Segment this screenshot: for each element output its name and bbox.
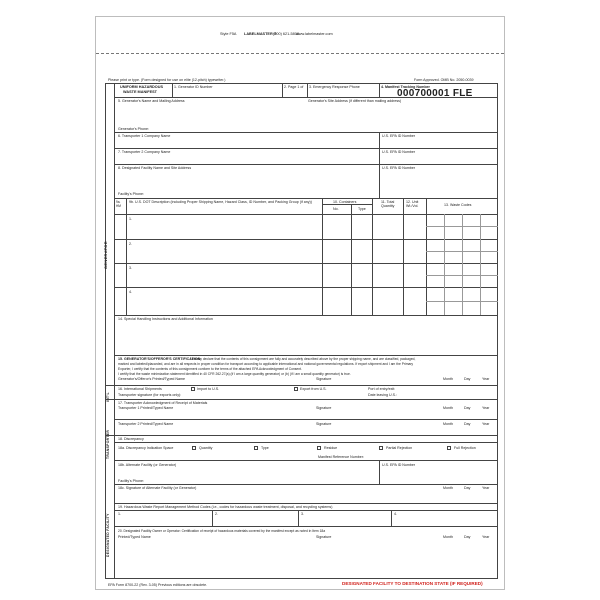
field-5-label: 5. Generator's Name and Mailing Address	[118, 99, 185, 103]
field-17-label: 17. Transporter Acknowledgment of Receipt of Materials	[118, 401, 208, 405]
generator-printed-name-label: Generator's/Offeror's Printed/Typed Name	[118, 377, 186, 381]
facility-phone-label: Facility's Phone:	[118, 192, 145, 196]
field-13-label: 13. Waste Codes	[444, 203, 472, 207]
side-label-intl: INT'L	[106, 392, 110, 402]
field-18b-epa-label: U.S. EPA ID Number	[382, 463, 416, 467]
generator-month-label: Month	[443, 377, 453, 381]
quantity-checkbox[interactable]	[192, 446, 196, 450]
facility-day-label: Day	[464, 535, 471, 539]
instructions-text: Please print or type. (Form designed for use on elite (12-pitch) typewriter.)	[108, 78, 226, 82]
field-19-label: 19. Hazardous Waste Report Management Method Codes (i.e., codes for hazardous waste treatment, disposal, and recycling systems)	[118, 505, 333, 509]
field-3-label: 3. Emergency Response Phone	[309, 85, 360, 89]
brand-logo: LABELMASTER ®	[244, 32, 277, 36]
transporter1-day-label: Day	[464, 406, 471, 410]
field-7-label: 7. Transporter 2 Company Name	[118, 150, 171, 154]
field-7-epa-label: U.S. EPA ID Number	[382, 150, 416, 154]
generator-phone-label: Generator's Phone:	[118, 127, 150, 131]
transporter-sig-label: Transporter signature (for exports only):	[118, 393, 182, 397]
field-4-label: 4. Manifest Tracking Number	[381, 85, 430, 89]
form-title-line2: WASTE MANIFEST	[123, 90, 157, 94]
field-18-label: 18. Discrepancy	[118, 437, 144, 441]
export-label: Export from U.S.	[300, 387, 327, 391]
generator-year-label: Year	[482, 377, 490, 381]
method-code-1-label: 1.	[118, 512, 121, 516]
field-15-line3: Exporter, I certify that the contents of this consignment conform to the terms of the attached EPA Acknowledgment of Consent.	[118, 367, 302, 371]
date-leaving-label: Date leaving U.S.:	[368, 393, 397, 397]
field-18c-label: 18c. Signature of Alternate Facility (or Generator)	[118, 486, 197, 490]
field-20-label: 20. Designated Facility Owner or Operator: Certification of receipt of hazardous materials covered by the manifest except as noted in Item 18a	[118, 529, 326, 533]
full-rejection-checkbox[interactable]	[447, 446, 451, 450]
form-number-footer: EPA Form 8700-22 (Rev. 3-05) Previous editions are obsolete.	[108, 583, 208, 587]
facility-year-label: Year	[482, 535, 490, 539]
transporter1-year-label: Year	[482, 406, 490, 410]
alt-facility-month-label: Month	[443, 486, 453, 490]
field-14-label: 14. Special Handling Instructions and Additional Information	[118, 317, 213, 321]
perforation-line	[96, 53, 504, 54]
field-8-label: 8. Designated Facility Name and Site Address	[118, 166, 192, 170]
item-row-2-label: 2.	[129, 242, 132, 246]
side-label-generator: GENERATOR	[103, 241, 108, 269]
manifest-tracking-number: 000700001 FLE	[397, 88, 473, 99]
field-18b-label: 18b. Alternate Facility (or Generator)	[118, 463, 177, 467]
transporter2-signature-label: Signature	[316, 422, 332, 426]
copy-designation-footer: DESIGNATED FACILITY TO DESTINATION STATE (IF REQUIRED)	[342, 581, 483, 586]
method-code-3-label: 3.	[301, 512, 304, 516]
alt-facility-year-label: Year	[482, 486, 490, 490]
import-checkbox[interactable]	[191, 387, 195, 391]
field-16-label: 16. International Shipments	[118, 387, 162, 391]
field-11-label: 11. Total Quantity	[381, 200, 395, 208]
field-8-epa-label: U.S. EPA ID Number	[382, 166, 416, 170]
item-row-3-label: 3.	[129, 266, 132, 270]
field-15-line4: I certify that the waste minimization statement identified in 40 CFR 262.27(a) (if I am a large quantity generator) or (b) (if I am a small quantity generator) is true.	[118, 372, 351, 376]
transporter2-day-label: Day	[464, 422, 471, 426]
field-12-label: 12. Unit Wt./Vol.	[406, 200, 419, 208]
method-code-4-label: 4.	[394, 512, 397, 516]
item-row-1-label: 1.	[129, 217, 132, 221]
header-style: Style F5A	[220, 32, 237, 36]
field-18a-label: 18a. Discrepancy Indication Space	[118, 446, 174, 450]
item-row-4-label: 4.	[129, 290, 132, 294]
export-checkbox[interactable]	[294, 387, 298, 391]
field-2-label: 2. Page 1 of	[284, 85, 304, 89]
field-9b-label: 9b. U.S. DOT Description (including Proper Shipping Name, Hazard Class, ID Number, and Packing Group (if any))	[129, 200, 312, 204]
waste-codes-grid	[426, 214, 498, 315]
field-5b-label: Generator's Site Address (if different than mailing address)	[308, 99, 402, 103]
field-15-line1: I hereby declare that the contents of this consignment are fully and accurately described above by the proper shipping name, and are classified, packaged,	[190, 357, 416, 361]
form-title-line1: UNIFORM HAZARDOUS	[120, 85, 164, 89]
side-label-facility: DESIGNATED FACILITY	[106, 513, 110, 557]
field-1-label: 1. Generator ID Number	[174, 85, 213, 89]
header-phone: (800) 621-5808	[273, 32, 299, 36]
field-10-label: 10. Containers	[333, 200, 357, 204]
transporter2-year-label: Year	[482, 422, 490, 426]
residue-checkbox[interactable]	[317, 446, 321, 450]
transporter2-month-label: Month	[443, 422, 453, 426]
facility-signature-label: Signature	[316, 535, 332, 539]
side-label-transporter: TRANSPORTER	[106, 429, 110, 459]
type-label: Type	[261, 446, 269, 450]
import-label: Import to U.S.	[197, 387, 220, 391]
field-10-type-label: Type	[358, 207, 366, 211]
field-6-epa-label: U.S. EPA ID Number	[382, 134, 416, 138]
header-website: www.labelmaster.com	[296, 32, 333, 36]
field-10-no-label: No.	[333, 207, 339, 211]
manifest-sheet	[95, 16, 505, 590]
full-rejection-label: Full Rejection	[454, 446, 476, 450]
manifest-ref-label: Manifest Reference Number:	[318, 455, 364, 459]
generator-day-label: Day	[464, 377, 471, 381]
method-code-2-label: 2.	[215, 512, 218, 516]
omb-text: Form Approved. OMB No. 2050-0039	[414, 78, 474, 82]
field-6-label: 6. Transporter 1 Company Name	[118, 134, 171, 138]
facility-month-label: Month	[443, 535, 453, 539]
transporter1-signature-label: Signature	[316, 406, 332, 410]
port-label: Port of entry/exit:	[368, 387, 396, 391]
partial-rejection-checkbox[interactable]	[379, 446, 383, 450]
type-checkbox[interactable]	[254, 446, 258, 450]
transporter2-name-label: Transporter 2 Printed/Typed Name	[118, 422, 174, 426]
facility-printed-name-label: Printed/Typed Name	[118, 535, 151, 539]
side-band-divider	[114, 83, 115, 579]
transporter1-name-label: Transporter 1 Printed/Typed Name	[118, 406, 174, 410]
alt-facility-day-label: Day	[464, 486, 471, 490]
generator-signature-label: Signature	[316, 377, 332, 381]
transporter1-month-label: Month	[443, 406, 453, 410]
field-15-line2: marked and labeled/placarded, and are in all respects in proper condition for transport according to applicable international and national governmental regulations. If export shipment and I am the Primary	[118, 362, 414, 366]
partial-rejection-label: Partial Rejection	[386, 446, 413, 450]
quantity-label: Quantity	[199, 446, 213, 450]
field-15-title: 15. GENERATOR'S/OFFEROR'S CERTIFICATION:	[118, 357, 202, 361]
facility-phone-18b-label: Facility's Phone:	[118, 479, 145, 483]
field-9a-label: 9a. HM	[116, 200, 121, 208]
residue-label: Residue	[324, 446, 338, 450]
